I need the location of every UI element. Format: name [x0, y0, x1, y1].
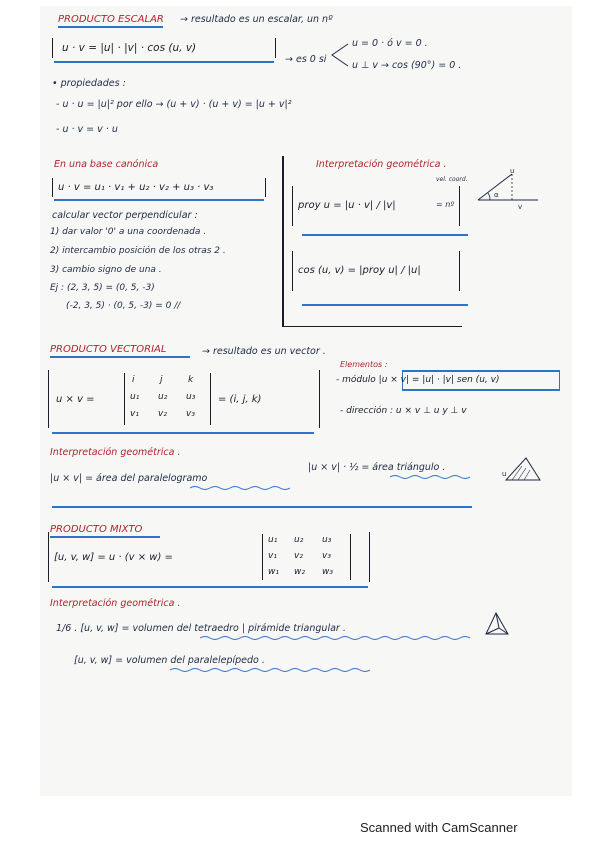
canonical-step-3: 3) cambio signo de una . [50, 265, 162, 275]
vectorial-matrix-r2c2: u₂ [158, 392, 168, 402]
column-divider [282, 156, 284, 326]
vectorial-rhs: = (i, j, k) [218, 394, 262, 405]
canonical-formula: u · v = u₁ · v₁ + u₂ · v₂ + u₃ · v₃ [58, 182, 214, 193]
mixed-matrix-r1c3: u₃ [322, 535, 332, 545]
projection-diagram-icon [472, 166, 542, 210]
mixed-matrix-r3c1: w₁ [268, 567, 279, 577]
vectorial-area-para: |u × v| = área del paralelogramo [50, 473, 208, 484]
proj-note: = nº [436, 200, 455, 209]
scalar-formula-underline [54, 61, 274, 63]
vectorial-matrix-r3c2: v₂ [158, 409, 167, 419]
triangle-area-diagram-icon [502, 454, 542, 484]
mixed-interp-title: Interpretación geométrica . [50, 598, 181, 609]
mixed-matrix-r3c3: w₃ [322, 567, 333, 577]
proj-note-small: vel. coord. [436, 176, 468, 183]
camscanner-footer: Scanned with CamScanner [360, 820, 518, 835]
canonical-example-2: (-2, 3, 5) · (0, 5, -3) = 0 // [66, 301, 181, 311]
vectorial-matrix-r1c3: k [188, 375, 194, 385]
vectorial-det-left [124, 373, 125, 425]
canonical-example-1: Ej : (2, 3, 5) = (0, 5, -3) [50, 283, 155, 293]
scalar-title: PRODUCTO ESCALAR [58, 14, 164, 25]
vectorial-modulo: - módulo |u × v| = |u| · |v| sen (u, v) [336, 375, 500, 385]
mixed-matrix-r2c1: v₁ [268, 551, 277, 561]
cos-formula-underline [302, 304, 468, 306]
canonical-step-1: 1) dar valor '0' a una coordenada . [50, 227, 207, 237]
vectorial-matrix-r3c3: v₃ [186, 409, 195, 419]
scalar-zero-cond-2: u ⊥ v → cos (90°) = 0 . [352, 60, 462, 71]
vectorial-interp-title: Interpretación geométrica . [50, 447, 181, 458]
proj-formula-underline [302, 234, 468, 236]
mixed-matrix-r3c2: w₂ [294, 567, 305, 577]
vectorial-det-right [210, 373, 211, 425]
diagram-label-v: v [518, 203, 523, 210]
vectorial-direction: - dirección : u × v ⊥ u y ⊥ v [340, 406, 467, 416]
modulo-box-bottom [402, 389, 560, 391]
mixed-formula-underline [52, 586, 368, 588]
mixed-line-2: [u, v, w] = volumen del paralelepípedo . [74, 655, 265, 666]
tetrahedron-icon [482, 610, 512, 638]
vectorial-area-tri: |u × v| · ½ = área triángulo . [308, 462, 446, 473]
canonical-title: En una base canónica [54, 159, 159, 170]
vectorial-lhs: u × v = [56, 394, 95, 405]
vectorial-matrix-r1c1: i [132, 375, 135, 385]
mixed-matrix-r2c3: v₃ [322, 551, 331, 561]
scalar-props-title: • propiedades : [52, 78, 126, 89]
vectorial-matrix-r1c2: j [160, 375, 163, 385]
scalar-arrow-note: → resultado es un escalar, un nº [180, 14, 333, 25]
vectorial-section-underline [52, 506, 472, 508]
modulo-box-top [402, 370, 560, 372]
scalar-zero-cond-1: u = 0 · ó v = 0 . [352, 38, 428, 49]
mixed-line-1-squiggle-icon [200, 635, 470, 641]
mixed-matrix-r1c2: u₂ [294, 535, 304, 545]
canonical-step-2: 2) intercambio posición de los otras 2 . [50, 246, 226, 256]
mixed-title: PRODUCTO MIXTO [50, 524, 143, 535]
mixed-matrix-r1c1: u₁ [268, 535, 278, 545]
scalar-title-underline [58, 26, 163, 28]
mixed-line-1: 1/6 . [u, v, w] = volumen del tetraedro | pirámide triangular . [56, 623, 346, 634]
area-para-squiggle-icon [190, 485, 290, 491]
mixed-matrix-r2c2: v₂ [294, 551, 303, 561]
vectorial-arrow-note: → resultado es un vector . [202, 346, 326, 357]
scalar-zero-lead: → es 0 si [285, 54, 327, 65]
section-divider [282, 326, 462, 327]
scalar-formula: u · v = |u| · |v| · cos (u, v) [62, 42, 197, 54]
mixed-line-2-squiggle-icon [170, 667, 370, 673]
mixed-det-left [262, 534, 263, 580]
diagram-label-u: u [510, 167, 515, 175]
canonical-formula-underline [54, 199, 264, 201]
mixed-det-right [350, 534, 351, 580]
proj-formula: proy u = |u · v| / |v| [298, 200, 396, 211]
vectorial-elements-title: Elementos : [340, 360, 388, 369]
vectorial-matrix-r3c1: v₁ [130, 409, 139, 419]
mixed-lhs: [u, v, w] = u · (v × w) = [54, 552, 173, 563]
vectorial-title: PRODUCTO VECTORIAL [50, 344, 167, 355]
area-tri-squiggle-icon [390, 474, 470, 480]
bracket-fork-icon [328, 40, 350, 70]
vectorial-title-underline [50, 356, 190, 358]
diagram-label-u-vec: u [502, 470, 507, 478]
geometric-title: Interpretación geométrica . [316, 159, 447, 170]
scalar-prop-1: - u · u = |u|² por ello → (u + v) · (u + v) = |u + v|² [56, 99, 292, 110]
vectorial-matrix-r2c3: u₃ [186, 392, 196, 402]
vectorial-formula-underline [52, 432, 314, 434]
scalar-prop-2: - u · v = v · u [56, 124, 118, 135]
canonical-perp-title: calcular vector perpendicular : [52, 210, 198, 221]
vectorial-matrix-r2c1: u₁ [130, 392, 140, 402]
cos-formula: cos (u, v) = |proy u| / |u| [298, 265, 421, 276]
diagram-label-alpha: α [494, 191, 499, 199]
scanned-page [40, 6, 572, 796]
